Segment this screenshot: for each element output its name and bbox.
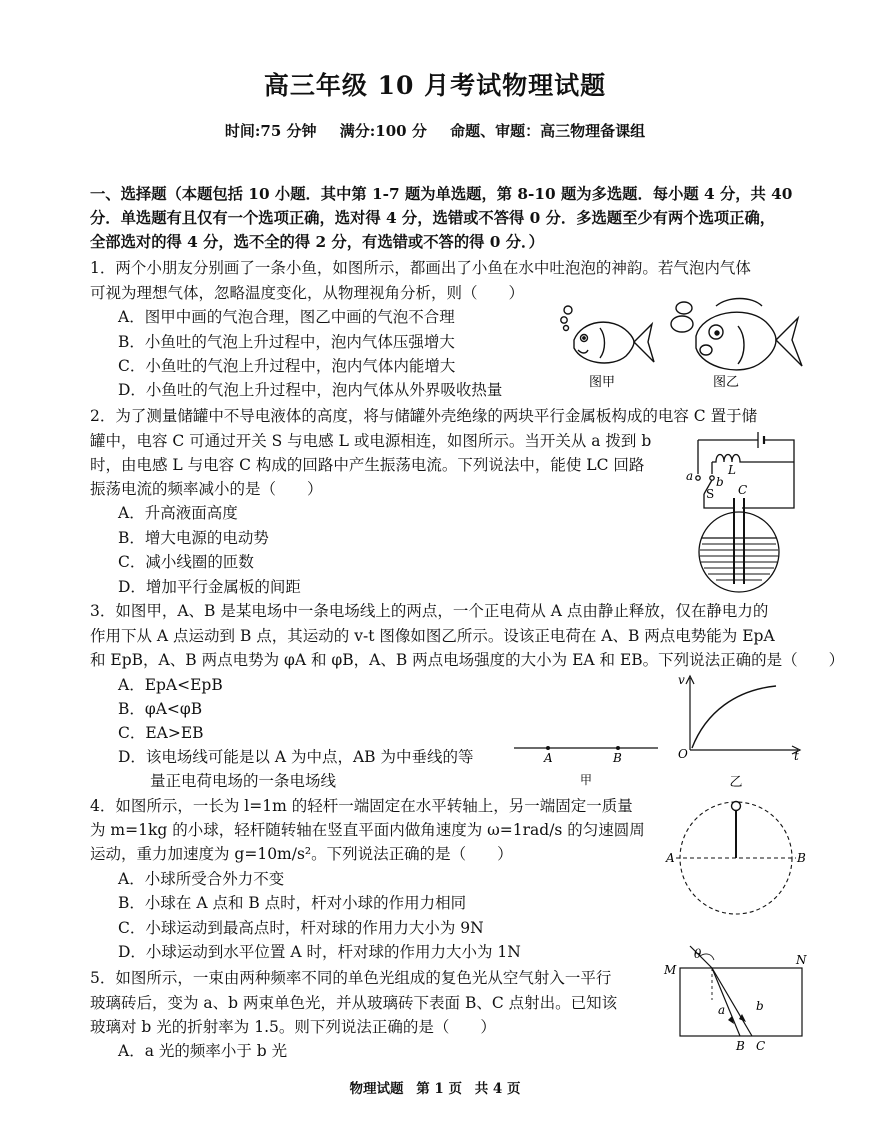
q2-lc-circuit-figure bbox=[676, 428, 806, 596]
section-heading-line-1: 一、选择题（本题包括 10 小题．其中第 1-7 题为单选题，第 8-10 题为多选题．每小题 4 分，共 40 bbox=[90, 185, 793, 203]
section-heading-line-3: 全部选对的得 4 分，选不全的得 2 分，有选错或不答的得 0 分．） bbox=[90, 233, 544, 251]
q5-n-label: N bbox=[796, 953, 807, 967]
point-b-label: B bbox=[613, 751, 622, 765]
q2-option-c: C．减小线圈的匝数 bbox=[118, 553, 254, 571]
q1-option-a: A．图甲中画的气泡合理，图乙中画的气泡不合理 bbox=[118, 308, 455, 326]
q5-stem-line-3: 玻璃对 b 光的折射率为 1.5。则下列说法正确的是（ ） bbox=[90, 1018, 496, 1036]
q5-theta-label: θ bbox=[694, 947, 702, 961]
q4-option-a: A．小球所受合外力不变 bbox=[118, 870, 285, 888]
q3-stem-line-2: 作用下从 A 点运动到 B 点，其运动的 v-t 图像如图乙所示。设该正电荷在 A、B 两点电势能为 EpA bbox=[90, 627, 775, 645]
q5-stem-line-2: 玻璃砖后，变为 a、b 两束单色光，并从玻璃砖下表面 B、C 点射出。已知该 bbox=[90, 994, 618, 1012]
fish-a-drawing bbox=[561, 306, 654, 363]
q3-field-line-figure bbox=[512, 734, 662, 790]
footer-subject: 物理试题 bbox=[349, 1081, 404, 1097]
exam-author: 命题、审题：高三物理备课组 bbox=[450, 122, 646, 140]
q1-option-b: B．小鱼吐的气泡上升过程中，泡内气体压强增大 bbox=[118, 333, 455, 351]
q3-stem-line-3: 和 EpB，A、B 两点电势为 φA 和 φB，A、B 两点电场强度的大小为 EA 和 EB。下列说法正确的是（ ） bbox=[90, 651, 845, 669]
fish-b-drawing bbox=[671, 299, 802, 370]
label-b: b bbox=[716, 475, 724, 489]
fig-label-jia: 图甲 bbox=[588, 375, 616, 390]
axis-origin-label: O bbox=[678, 747, 688, 761]
q5-point-c-label: C bbox=[756, 1039, 766, 1052]
axis-t-label: t bbox=[794, 749, 799, 763]
label-c: C bbox=[738, 483, 748, 497]
q5-b-label: b bbox=[756, 999, 764, 1013]
q2-stem-line-2: 罐中，电容 C 可通过开关 S 与电感 L 或电源相连，如图所示。当开关从 a 拨到 b bbox=[90, 432, 652, 450]
point-a-label: A bbox=[544, 751, 553, 765]
q3-option-b: B．φA<φB bbox=[118, 700, 203, 718]
fig-label-yi: 图乙 bbox=[712, 375, 740, 390]
q4-option-d: D．小球运动到水平位置 A 时，杆对球的作用力大小为 1N bbox=[118, 943, 521, 961]
q3-vt-graph bbox=[676, 672, 806, 792]
page-footer bbox=[0, 1077, 870, 1097]
q4-stem-line-3: 运动，重力加速度为 g=10m/s²。下列说法正确的是（ ） bbox=[90, 845, 513, 863]
q3-option-d-cont: 量正电荷电场的一条电场线 bbox=[150, 772, 337, 790]
q3-stem-line-1: 3．如图甲，A、B 是某电场中一条电场线上的两点，一个正电荷从 A 点由静止释放，仅在静电力的 bbox=[90, 602, 769, 620]
footer-total: 共 4 页 bbox=[474, 1081, 521, 1097]
fig-yi-label: 乙 bbox=[729, 775, 743, 790]
q4-option-b: B．小球在 A 点和 B 点时，杆对小球的作用力相同 bbox=[118, 894, 467, 912]
q2-stem-line-4: 振荡电流的频率减小的是（ ） bbox=[90, 480, 323, 498]
q4-stem-line-1: 4．如图所示，一长为 l=1m 的轻杆一端固定在水平转轴上，另一端固定一质量 bbox=[90, 797, 633, 815]
q1-option-d: D．小鱼吐的气泡上升过程中，泡内气体从外界吸收热量 bbox=[118, 381, 503, 399]
q4-point-a: A bbox=[666, 851, 675, 865]
q5-m-label: M bbox=[664, 963, 677, 977]
q2-option-b: B．增大电源的电动势 bbox=[118, 529, 269, 547]
label-s: S bbox=[706, 487, 715, 501]
q1-fish-figure bbox=[556, 292, 806, 392]
q3-option-a: A．EpA<EpB bbox=[118, 676, 223, 694]
label-a: a bbox=[686, 469, 694, 483]
q3-option-c: C．EA>EB bbox=[118, 724, 204, 742]
q1-option-c: C．小鱼吐的气泡上升过程中，泡内气体内能增大 bbox=[118, 357, 456, 375]
q5-point-b-label: B bbox=[736, 1039, 745, 1052]
exam-time: 时间:75 分钟 bbox=[224, 122, 317, 140]
exam-meta bbox=[0, 120, 870, 141]
q2-option-a: A．升高液面高度 bbox=[118, 504, 238, 522]
q2-stem-line-3: 时，由电感 L 与电容 C 构成的回路中产生振荡电流。下列说法中，能使 LC 回路 bbox=[90, 456, 645, 474]
label-l: L bbox=[728, 463, 736, 477]
axis-v-label: v bbox=[678, 673, 685, 687]
q4-option-c: C．小球运动到最高点时，杆对球的作用力大小为 9N bbox=[118, 919, 484, 937]
q4-point-b: B bbox=[797, 851, 806, 865]
q1-stem-line-2: 可视为理想气体，忽略温度变化，从物理视角分析，则（ ） bbox=[90, 284, 525, 302]
q2-option-d: D．增加平行金属板的间距 bbox=[118, 578, 301, 596]
q5-a-label: a bbox=[718, 1003, 726, 1017]
q5-glass-block-figure bbox=[660, 940, 810, 1052]
footer-page: 第 1 页 bbox=[416, 1081, 462, 1097]
q2-stem-line-1: 2．为了测量储罐中不导电液体的高度，将与储罐外壳绝缘的两块平行金属板构成的电容 C 置于储 bbox=[90, 407, 758, 425]
q1-stem-line-1: 1．两个小朋友分别画了一条小鱼，如图所示，都画出了小鱼在水中吐泡泡的神韵。若气泡内气体 bbox=[90, 259, 751, 277]
q5-option-a: A．a 光的频率小于 b 光 bbox=[118, 1042, 288, 1060]
exam-score: 满分:100 分 bbox=[339, 122, 427, 140]
q4-circle-figure bbox=[664, 796, 808, 924]
q4-stem-line-2: 为 m=1kg 的小球，轻杆随转轴在竖直平面内做角速度为 ω=1rad/s 的匀速圆周 bbox=[90, 821, 645, 839]
q3-option-d: D．该电场线可能是以 A 为中点，AB 为中垂线的等 bbox=[118, 748, 474, 766]
page-title: 高三年级 10 月考试物理试题 bbox=[263, 71, 607, 100]
q5-stem-line-1: 5．如图所示，一束由两种频率不同的单色光组成的复色光从空气射入一平行 bbox=[90, 969, 612, 987]
fig-jia-label: 甲 bbox=[579, 773, 593, 787]
section-heading-line-2: 分．单选题有且仅有一个选项正确，选对得 4 分，选错或不答得 0 分．多选题至少有两个选项正确， bbox=[90, 209, 776, 227]
